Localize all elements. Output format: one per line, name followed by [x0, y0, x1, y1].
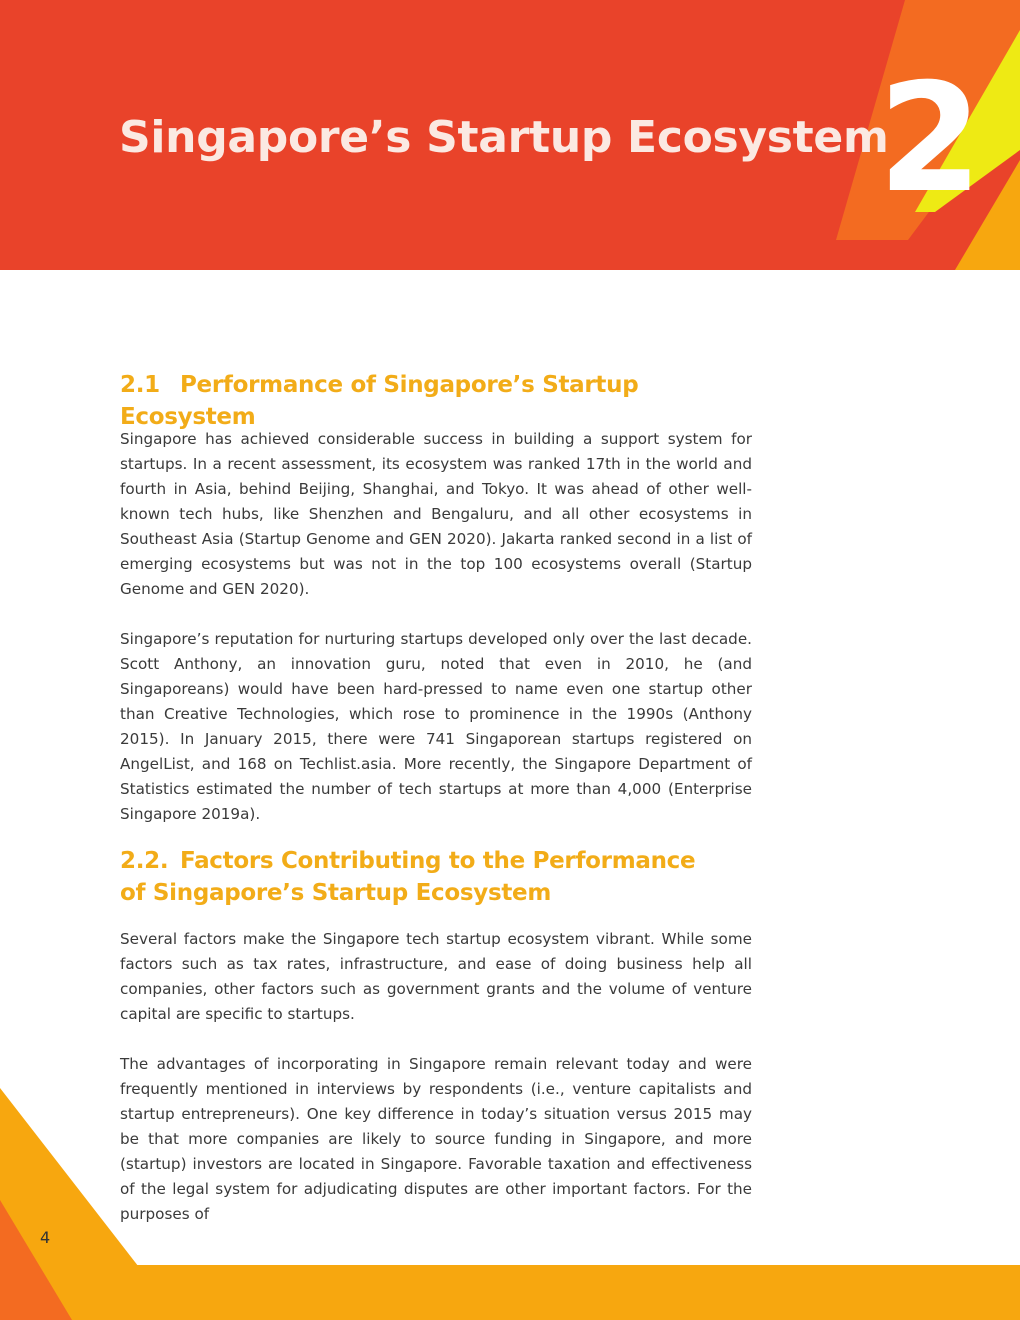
section-title: Performance of Singapore’s Startup Ecosystem [120, 372, 639, 430]
body-paragraph: Singapore has achieved considerable success in building a support system for startups. In a recent assessment, its ecosystem was ranked 17th in the world and fourth in Asia, behind Beijing, Shanghai, and Tokyo. It was ahead of other well-known tech hubs, like Shenzhen and Bengaluru, and all other ecosystems in Southeast Asia (Startup Genome and GEN 2020). Jakarta ranked second in a list of emerging ecosystems but was not in the top 100 ecosystems overall (Startup Genome and GEN 2020). [120, 430, 752, 598]
page-number: 4 [40, 1228, 51, 1247]
bottom-footer-bar [100, 1265, 1020, 1320]
section-title-line-1: Factors Contributing to the Performance [180, 848, 696, 874]
section-2-2-heading-block [120, 845, 752, 909]
chapter-banner [0, 0, 1020, 270]
section-2-2-paragraph-1 [120, 927, 752, 1027]
section-number: 2.1 [120, 372, 160, 398]
section-title-line-2: of Singapore’s Startup Ecosystem [120, 880, 552, 906]
section-2-1-paragraph-2 [120, 627, 752, 827]
body-paragraph: Several factors make the Singapore tech startup ecosystem vibrant. While some factors such as tax rates, infrastructure, and ease of doing business help all companies, other factors such as government grants and the volume of venture capital are specific to startups. [120, 930, 752, 1023]
section-2-1-paragraph-1 [120, 427, 752, 602]
bottom-decoration [0, 1080, 1020, 1320]
body-paragraph: The advantages of incorporating in Singapore remain relevant today and were frequently mentioned in interviews by respondents (i.e., venture capitalists and startup entrepreneurs). One key difference in today’s situation versus 2015 may be that more companies are likely to source funding in Singapore, and more (startup) investors are located in Singapore. Favorable taxation and effectiveness of the legal system for adjudicating disputes are other important factors. For the purposes of [120, 1055, 752, 1223]
section-heading [120, 845, 752, 909]
section-heading [120, 369, 752, 433]
section-number: 2.2. [120, 848, 169, 874]
section-2-1-heading-block [120, 369, 752, 433]
chapter-title: Singapore’s Startup Ecosystem [119, 112, 889, 163]
body-paragraph: Singapore’s reputation for nurturing startups developed only over the last decade. Scott Anthony, an innovation guru, noted that even in 2010, he (and Singaporeans) would have been hard-pressed to name even one startup other than Creative Technologies, which rose to prominence in the 1990s (Anthony 2015). In January 2015, there were 741 Singaporean startups registered on AngelList, and 168 on Techlist.asia. More recently, the Singapore Department of Statistics estimated the number of tech startups at more than 4,000 (Enterprise Singapore 2019a). [120, 630, 752, 823]
chapter-number: 2 [878, 52, 979, 226]
